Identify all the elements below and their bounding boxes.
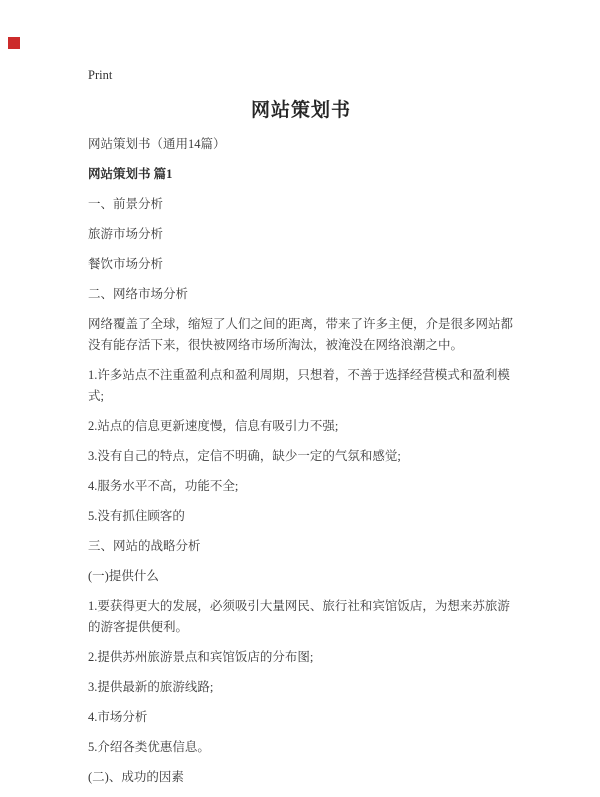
paragraph: 1.许多站点不注重盈利点和盈利周期，只想着，不善于选择经营模式和盈利模式; [88, 368, 510, 403]
paragraph: 2.提供苏州旅游景点和宾馆饭店的分布图; [88, 650, 314, 664]
paragraph: 1.要获得更大的发展，必须吸引大量网民、旅行社和宾馆饭店，为想来苏旅游的游客提供便利。 [88, 599, 510, 634]
paragraph: 4.市场分析 [88, 710, 148, 724]
paragraph: 4.服务水平不高，功能不全; [88, 479, 239, 493]
paragraph: 5.介绍各类优惠信息。 [88, 740, 210, 754]
paragraph: 一、前景分析 [88, 197, 164, 211]
red-square-icon [8, 37, 20, 49]
paragraph: 三、网站的战略分析 [88, 539, 201, 553]
paragraph: 2.站点的信息更新速度慢，信息有吸引力不强; [88, 419, 339, 433]
page-title: 网站策划书 [250, 100, 351, 121]
paragraph: 餐饮市场分析 [88, 257, 164, 271]
document-subtitle: 网站策划书（通用14篇） [88, 137, 226, 151]
paragraph: (一)提供什么 [88, 569, 159, 583]
paragraph: 5.没有抓住顾客的 [88, 509, 185, 523]
paragraph: 二、网络市场分析 [88, 287, 189, 301]
paragraph: 3.没有自己的特点，定信不明确，缺少一定的气氛和感觉; [88, 449, 401, 463]
paragraph: (二)、成功的因素 [88, 770, 184, 784]
section-heading: 网站策划书 篇1 [88, 167, 173, 181]
paragraph: 网络覆盖了全球，缩短了人们之间的距离，带来了许多主便，介是很多网站都没有能存活下来，很快被网络市场所淘汰，被淹没在网络浪潮之中。 [88, 317, 514, 352]
document-content [88, 0, 514, 797]
paragraph: 3.提供最新的旅游线路; [88, 680, 214, 694]
paragraph: 旅游市场分析 [88, 227, 164, 241]
print-link[interactable]: Print [88, 68, 113, 82]
